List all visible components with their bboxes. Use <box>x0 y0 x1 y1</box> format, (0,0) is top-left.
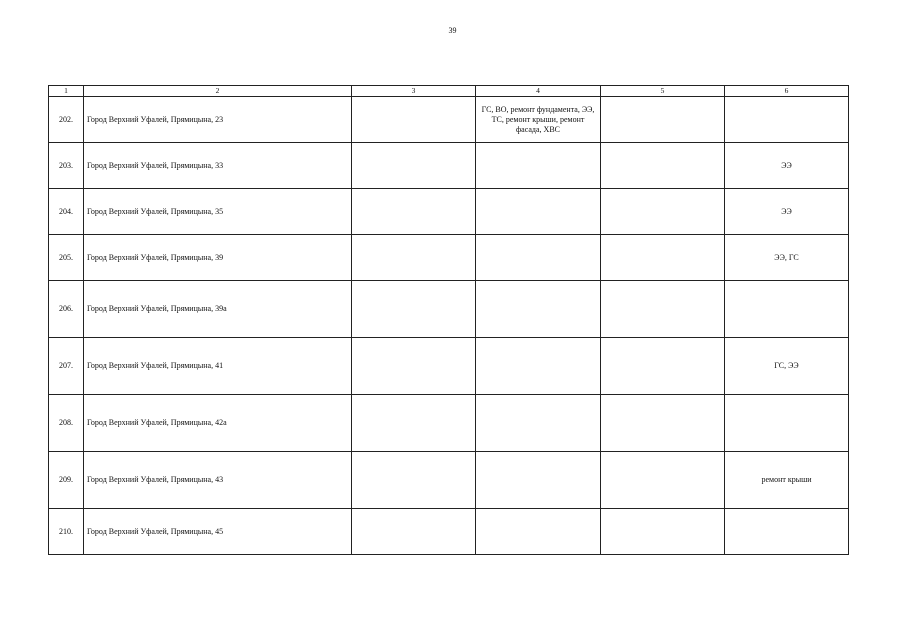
row-address: Город Верхний Уфалей, Прямицына, 35 <box>84 189 352 235</box>
row-address: Город Верхний Уфалей, Прямицына, 43 <box>84 452 352 509</box>
row-col-5 <box>601 338 725 395</box>
row-col-6: ремонт крыши <box>725 452 849 509</box>
row-col-5 <box>601 235 725 281</box>
row-col-4 <box>476 189 601 235</box>
row-col-4 <box>476 395 601 452</box>
column-header-5: 5 <box>601 86 725 97</box>
row-col-3 <box>352 395 476 452</box>
row-number: 204. <box>49 189 84 235</box>
row-col-3 <box>352 235 476 281</box>
row-col-5 <box>601 452 725 509</box>
row-address: Город Верхний Уфалей, Прямицына, 23 <box>84 97 352 143</box>
row-col-6: ЭЭ <box>725 189 849 235</box>
column-number-row <box>49 86 849 97</box>
row-col-4 <box>476 338 601 395</box>
row-col-3 <box>352 143 476 189</box>
row-address: Город Верхний Уфалей, Прямицына, 33 <box>84 143 352 189</box>
row-number: 203. <box>49 143 84 189</box>
row-number: 202. <box>49 97 84 143</box>
row-col-4: ГС, ВО, ремонт фундамента, ЭЭ, ТС, ремонт крыши, ремонт фасада, ХВС <box>476 97 601 143</box>
row-number: 207. <box>49 338 84 395</box>
repair-register-table <box>48 85 849 555</box>
row-col-6 <box>725 509 849 555</box>
row-col-5 <box>601 143 725 189</box>
row-col-3 <box>352 97 476 143</box>
column-header-4: 4 <box>476 86 601 97</box>
row-col-6 <box>725 281 849 338</box>
row-number: 210. <box>49 509 84 555</box>
row-col-4 <box>476 452 601 509</box>
row-address: Город Верхний Уфалей, Прямицына, 42а <box>84 395 352 452</box>
column-header-3: 3 <box>352 86 476 97</box>
column-header-2: 2 <box>84 86 352 97</box>
row-col-3 <box>352 281 476 338</box>
column-header-1: 1 <box>49 86 84 97</box>
page-number: 39 <box>448 26 457 35</box>
row-address: Город Верхний Уфалей, Прямицына, 39 <box>84 235 352 281</box>
table-row <box>49 509 849 555</box>
row-address: Город Верхний Уфалей, Прямицына, 45 <box>84 509 352 555</box>
table-row <box>49 97 849 143</box>
table-row <box>49 452 849 509</box>
row-col-5 <box>601 281 725 338</box>
row-col-3 <box>352 189 476 235</box>
row-col-5 <box>601 395 725 452</box>
table-row <box>49 235 849 281</box>
row-col-6: ЭЭ, ГС <box>725 235 849 281</box>
row-col-3 <box>352 452 476 509</box>
row-col-4 <box>476 235 601 281</box>
table-row <box>49 281 849 338</box>
row-number: 205. <box>49 235 84 281</box>
row-number: 208. <box>49 395 84 452</box>
row-number: 206. <box>49 281 84 338</box>
table-row <box>49 395 849 452</box>
row-col-4 <box>476 281 601 338</box>
table-row <box>49 338 849 395</box>
row-col-4 <box>476 509 601 555</box>
column-header-6: 6 <box>725 86 849 97</box>
row-col-6 <box>725 395 849 452</box>
row-col-6: ЭЭ <box>725 143 849 189</box>
row-col-4 <box>476 143 601 189</box>
row-address: Город Верхний Уфалей, Прямицына, 41 <box>84 338 352 395</box>
table-row <box>49 143 849 189</box>
row-number: 209. <box>49 452 84 509</box>
row-col-3 <box>352 509 476 555</box>
row-col-3 <box>352 338 476 395</box>
row-col-6: ГС, ЭЭ <box>725 338 849 395</box>
row-col-5 <box>601 97 725 143</box>
table-row <box>49 189 849 235</box>
row-col-5 <box>601 509 725 555</box>
row-col-5 <box>601 189 725 235</box>
row-col-6 <box>725 97 849 143</box>
row-address: Город Верхний Уфалей, Прямицына, 39а <box>84 281 352 338</box>
